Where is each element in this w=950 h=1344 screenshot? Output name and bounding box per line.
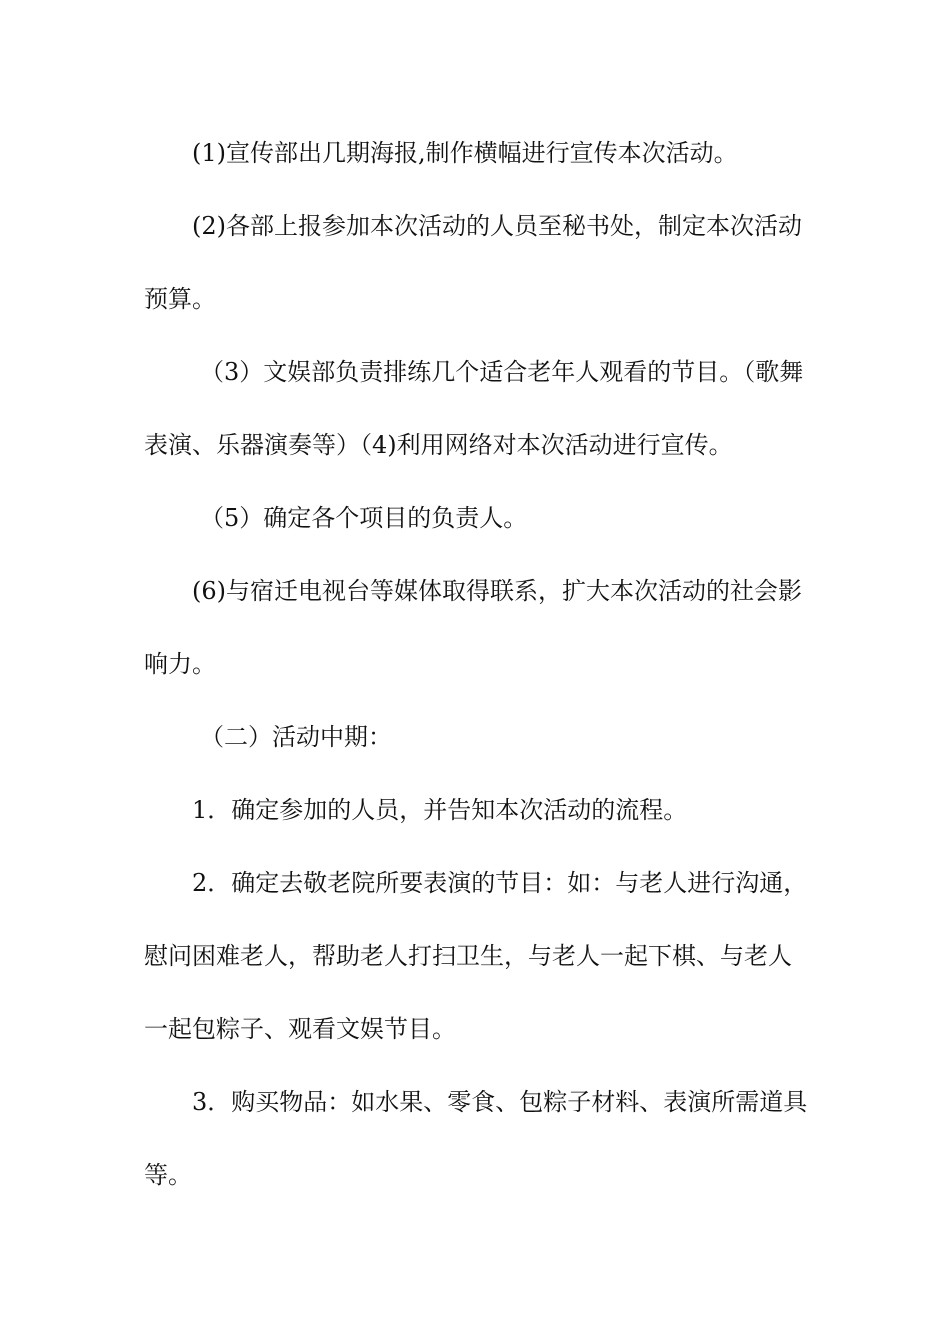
section-heading-mid-stage: （二）活动中期：	[200, 723, 392, 751]
paragraph-item-1: (1)宣传部出几期海报,制作横幅进行宣传本次活动。	[192, 139, 738, 167]
list-item-2-continuation-2: 一起包粽子、观看文娱节目。	[144, 1015, 456, 1043]
paragraph-item-6-continuation: 响力。	[144, 650, 216, 678]
list-item-3: 3．购买物品：如水果、零食、包粽子材料、表演所需道具	[192, 1088, 808, 1116]
list-item-1: 1．确定参加的人员，并告知本次活动的流程。	[192, 796, 688, 824]
list-item-2: 2．确定去敬老院所要表演的节目：如：与老人进行沟通，	[192, 869, 808, 897]
paragraph-item-6: (6)与宿迁电视台等媒体取得联系，扩大本次活动的社会影	[192, 577, 802, 605]
document-body	[144, 130, 809, 1225]
paragraph-item-2-continuation: 预算。	[144, 285, 216, 313]
paragraph-item-5: （5）确定各个项目的负责人。	[200, 504, 528, 532]
paragraph-item-3-continuation: 表演、乐器演奏等）（4)利用网络对本次活动进行宣传。	[144, 431, 733, 459]
list-item-3-continuation: 等。	[144, 1161, 192, 1189]
list-item-2-continuation-1: 慰问困难老人，帮助老人打扫卫生，与老人一起下棋、与老人	[144, 942, 792, 970]
paragraph-item-3: （3）文娱部负责排练几个适合老年人观看的节目。（歌舞	[200, 358, 804, 386]
paragraph-item-2: (2)各部上报参加本次活动的人员至秘书处，制定本次活动	[192, 212, 802, 240]
